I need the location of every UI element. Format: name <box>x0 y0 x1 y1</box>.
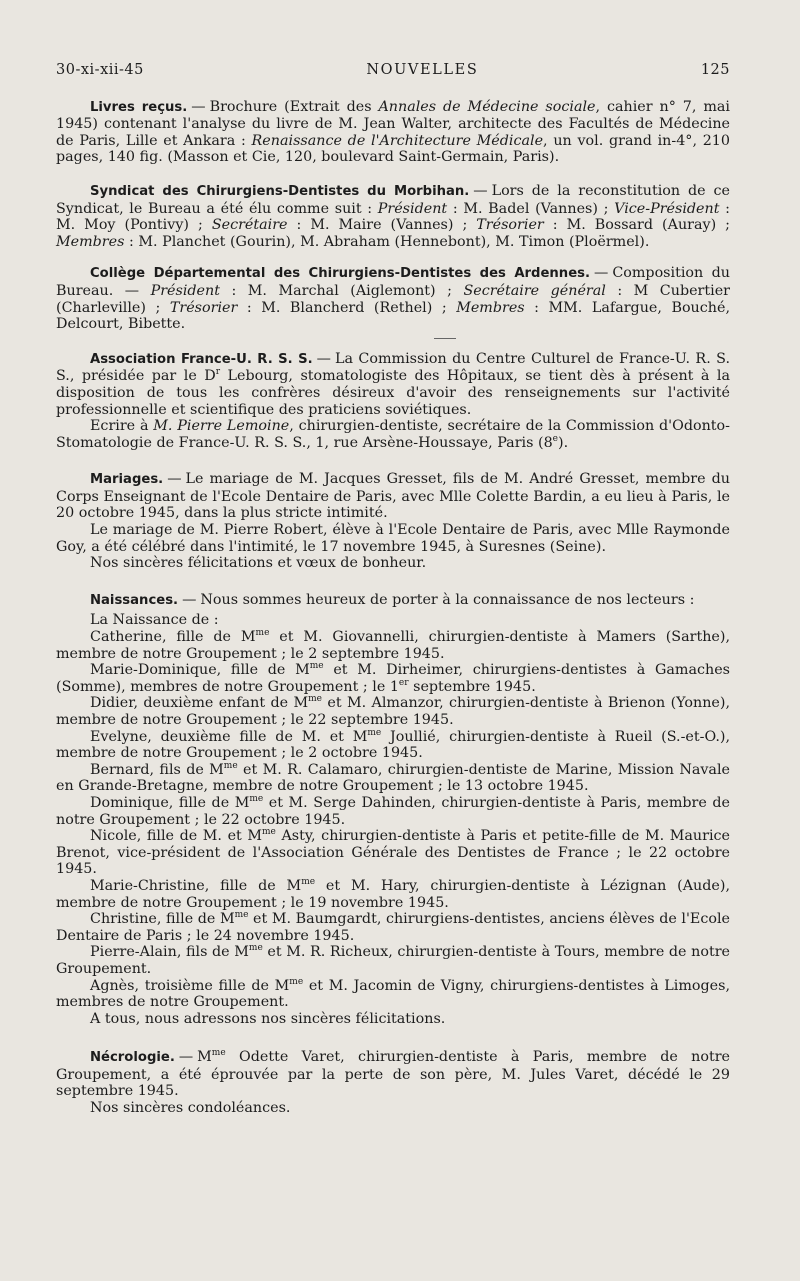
birth-entry <box>56 911 730 944</box>
italic-text: Membres <box>456 299 525 316</box>
text: : M. Moy (Pontivy) ; <box>56 200 730 234</box>
text: Pierre-Alain, fils de M <box>90 944 249 961</box>
birth-entry <box>56 978 730 1011</box>
paragraph <box>56 351 730 418</box>
paragraph: Nos sincères condoléances. <box>90 1100 291 1117</box>
text: Asty, chirurgien-dentiste à Paris et petite-fille de M. Maurice Brenot, vice-président de l'Association Générale des Dentistes de France ; le 22 octobre 1945. <box>56 828 730 878</box>
section-label: Mariages. <box>90 472 164 488</box>
superscript: er <box>398 678 409 689</box>
birth-entry <box>56 662 730 695</box>
superscript: r <box>215 367 221 378</box>
text: et M. Serge Dahinden, chirurgien-dentiste à Paris, membre de notre Groupement ; le 22 octobre 1945. <box>56 794 731 828</box>
paragraph <box>56 265 730 332</box>
separator-rule <box>434 338 456 339</box>
text: Catherine, fille de M <box>90 629 256 646</box>
text: Lebourg, stomatologiste des Hôpitaux, se tient dès à présent à la disposition de tous les confrères désireux d'avoir des renseignements sur l'activité professionnelle et scientifique des praticiens soviétiques. <box>56 368 730 418</box>
text: ). <box>558 434 569 451</box>
superscript: me <box>248 943 263 954</box>
text: , chirurgien-dentiste, secrétaire de la Commission d'Odonto-Stomatologie de France-U. R. S. S., 1, rue Arsène-Houssaye, Paris (8 <box>56 418 730 451</box>
superscript: me <box>211 1048 226 1059</box>
em-dash: — <box>182 591 197 608</box>
italic-text: Trésorier <box>169 299 238 316</box>
section-label: Naissances. <box>90 592 179 608</box>
paragraph <box>56 1049 730 1100</box>
section-syndicat-morbihan <box>56 183 730 250</box>
superscript: me <box>308 694 323 705</box>
superscript: me <box>309 661 324 672</box>
text: Lors de la reconstitution de ce Syndicat, le Bureau a été élu comme suit : <box>56 182 730 217</box>
italic-text: Membres <box>56 233 125 250</box>
text: et M. Giovannelli, chirurgien-dentiste à Mamers (Sarthe), membre de notre Groupement ; le 2 septembre 1945. <box>56 629 730 662</box>
text: Ecrire à <box>90 418 154 435</box>
italic-text: Trésorier <box>476 217 544 234</box>
text: Marie-Christine, fille de M <box>90 877 302 894</box>
text: et M. R. Richeux, chirurgien-dentiste à Tours, membre de notre Groupement. <box>56 944 730 977</box>
superscript: me <box>262 827 276 838</box>
italic-text: M. Pierre Lemoine <box>153 418 290 435</box>
paragraph <box>56 592 730 610</box>
section-label: Collège Départemental des Chirurgiens-Dentistes des Ardennes. <box>90 266 591 282</box>
birth-entry <box>56 629 730 662</box>
paragraph <box>56 99 730 166</box>
text: : M. Blancherd (Rethel) ; <box>237 299 457 316</box>
superscript: me <box>367 727 382 738</box>
section-college-ardennes <box>56 265 730 338</box>
text: Bernard, fils de M <box>90 761 224 778</box>
text: : MM. Lafargue, Bouché, Delcourt, Bibette. <box>56 299 730 333</box>
text: Evelyne, deuxième fille de M. et M <box>90 728 368 745</box>
birth-entry <box>56 944 730 977</box>
section-livres-recus <box>56 99 730 166</box>
text: et M. R. Calamaro, chirurgien-dentiste de Marine, Mission Navale en Grande-Bretagne, membre de notre Groupement ; le 13 octobre 1945. <box>56 761 730 795</box>
italic-text: Vice-Président <box>614 200 720 217</box>
section-label: Nécrologie. <box>90 1050 175 1066</box>
text: et M. Hary, chirurgien-dentiste à Lézignan (Aude), membre de notre Groupement ; le 19 novembre 1945. <box>56 877 730 911</box>
section-necrologie <box>56 1049 730 1116</box>
section-france-urss <box>56 351 730 452</box>
paragraph <box>56 183 730 250</box>
paragraph: Nos sincères félicitations et vœux de bonheur. <box>90 555 427 572</box>
birth-entry <box>56 795 730 828</box>
issue-date: 30-xi-xii-45 <box>56 62 144 78</box>
text: : M. Marchal (Aiglemont) ; <box>219 282 464 299</box>
text: , un vol. grand in-4°, 210 pages, 140 fig. (Masson et Cie, 120, boulevard Saint-Germain, Paris). <box>56 132 730 166</box>
italic-text: Secrétaire général <box>463 282 606 299</box>
paragraph: Le mariage de M. Pierre Robert, élève à l'Ecole Dentaire de Paris, avec Mlle Raymonde Goy, a été célébré dans l'intimité, le 17 novembre 1945, à Suresnes (Seine). <box>56 522 730 555</box>
em-dash: — <box>316 350 331 367</box>
text: , cahier n° 7, mai 1945) contenant l'analyse du livre de M. Jean Walter, architecte des Facultés de Médecine de Paris, Lille et Ankara : <box>56 98 730 149</box>
text: Joullié, chirurgien-dentiste à Rueil (S.-et-O.), membre de notre Groupement ; le 2 octobre 1945. <box>56 728 730 762</box>
text: et M. Dirheimer, chirurgiens-dentistes à Gamaches (Somme), membres de notre Groupement ; le 1 <box>56 662 730 695</box>
italic-text: Renaissance de l'Architecture Médicale <box>251 132 544 149</box>
superscript: me <box>289 976 304 987</box>
em-dash: — <box>191 98 206 115</box>
text: M <box>197 1049 212 1066</box>
birth-entry <box>56 729 730 762</box>
text: Brochure (Extrait des <box>209 98 379 115</box>
text: : M Cubertier (Charleville) ; <box>56 282 730 316</box>
superscript: me <box>249 794 264 805</box>
em-dash: — <box>594 265 609 282</box>
superscript: me <box>255 628 270 639</box>
text: : M. Planchet (Gourin), M. Abraham (Hennebont), M. Timon (Ploërmel). <box>124 233 650 250</box>
italic-text: Annales de Médecine sociale <box>378 98 596 115</box>
section-title: NOUVELLES <box>366 62 479 78</box>
italic-text: Président <box>377 200 448 217</box>
em-dash: — <box>473 182 488 199</box>
italic-text: Secrétaire <box>211 217 288 234</box>
superscript: me <box>223 761 238 772</box>
births-list <box>56 629 730 1011</box>
birth-entry <box>56 828 730 878</box>
paragraph: A tous, nous adressons nos sincères félicitations. <box>90 1010 446 1027</box>
superscript: me <box>234 910 249 921</box>
text: Didier, deuxième enfant de M <box>90 695 309 712</box>
superscript: e <box>552 433 558 444</box>
section-label: Syndicat des Chirurgiens-Dentistes du Morbihan. <box>90 183 470 199</box>
birth-entry <box>56 762 730 795</box>
paragraph <box>56 418 730 451</box>
text: Odette Varet, chirurgien-dentiste à Paris, membre de notre Groupement, a été éprouvée par la perte de son père, M. Jules Varet, décédé le 29 septembre 1945. <box>56 1049 730 1100</box>
em-dash: — <box>178 1049 194 1066</box>
section-label: Livres reçus. <box>90 99 188 115</box>
text: et M. Jacomin de Vigny, chirurgiens-dentistes à Limoges, membres de notre Groupement. <box>56 977 730 1011</box>
text: Nous sommes heureux de porter à la connaissance de nos lecteurs : <box>200 591 695 608</box>
text: septembre 1945. <box>408 678 536 695</box>
page-number: 125 <box>700 62 730 78</box>
text: Christine, fille de M <box>90 911 235 928</box>
section-mariages <box>56 471 730 572</box>
text: et M. Baumgardt, chirurgiens-dentistes, anciens élèves de l'Ecole Dentaire de Paris ; le 24 novembre 1945. <box>56 911 730 944</box>
text: Marie-Dominique, fille de M <box>90 662 310 679</box>
text: : M. Maire (Vannes) ; <box>287 217 477 234</box>
text: Dominique, fille de M <box>90 794 250 811</box>
text: Composition du Bureau. — <box>56 265 730 299</box>
running-header <box>56 62 730 79</box>
text: et M. Almanzor, chirurgien-dentiste à Brienon (Yonne), membre de notre Groupement ; le 22 septembre 1945. <box>56 695 730 728</box>
paragraph: La Naissance de : <box>90 612 219 629</box>
em-dash: — <box>167 471 182 488</box>
birth-entry <box>56 878 730 911</box>
text: Nicole, fille de M. et M <box>90 828 262 845</box>
paragraph <box>56 471 730 522</box>
section-naissances <box>56 592 730 1027</box>
italic-text: Président <box>150 282 220 299</box>
text: Le mariage de M. Jacques Gresset, fils de M. André Gresset, membre du Corps Enseignant de l'Ecole Dentaire de Paris, avec Mlle Colette Bardin, a eu lieu à Paris, le 20 octobre 1945, dans la plus stricte intimité. <box>56 471 730 522</box>
superscript: me <box>301 877 316 888</box>
birth-entry <box>56 695 730 728</box>
text: La Commission du Centre Culturel de France-U. R. S. S., présidée par le D <box>56 350 730 385</box>
text: Agnès, troisième fille de M <box>90 977 290 994</box>
text: : M. Bossard (Auray) ; <box>543 217 730 234</box>
text: : M. Badel (Vannes) ; <box>447 200 615 217</box>
section-label: Association France-U. R. S. S. <box>90 351 313 367</box>
